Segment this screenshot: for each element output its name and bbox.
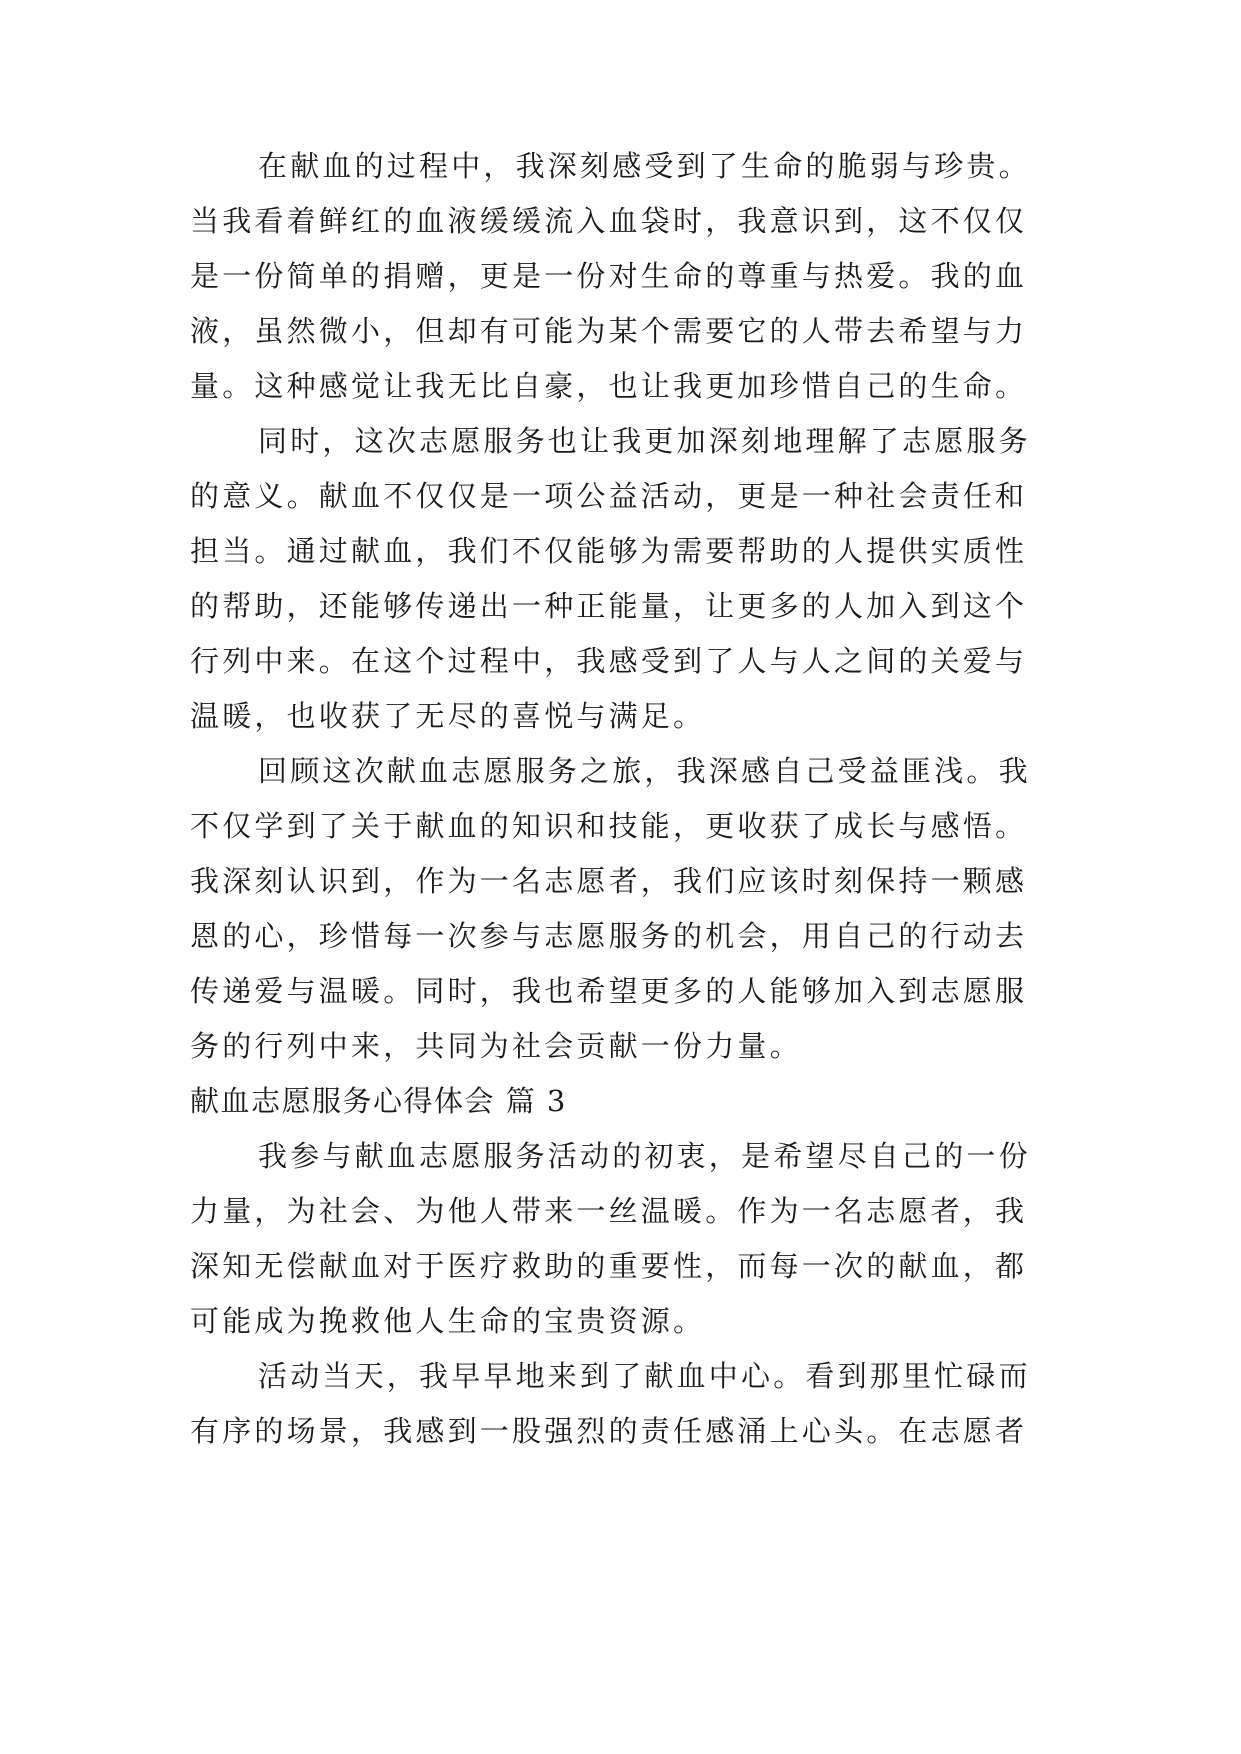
paragraph-line: 不仅学到了关于献血的知识和技能，更收获了成长与感悟。 [190,809,1028,843]
paragraph-line: 回顾这次献血志愿服务之旅，我深感自己受益匪浅。我 [258,754,1031,788]
paragraph-line: 的帮助，还能够传递出一种正能量，让更多的人加入到这个 [190,589,1028,623]
paragraph-line: 有序的场景，我感到一股强烈的责任感涌上心头。在志愿者 [190,1414,1028,1448]
paragraph-line: 行列中来。在这个过程中，我感受到了人与人之间的关爱与 [190,644,1028,678]
paragraph-line: 深知无偿献血对于医疗救助的重要性，而每一次的献血，都 [190,1249,1028,1283]
paragraph-line: 担当。通过献血，我们不仅能够为需要帮助的人提供实质性 [190,534,1028,568]
paragraph-line: 务的行列中来，共同为社会贡献一份力量。 [190,1029,802,1063]
paragraph-line: 的意义。献血不仅仅是一项公益活动，更是一种社会责任和 [190,479,1028,513]
paragraph-line: 我参与献血志愿服务活动的初衷，是希望尽自己的一份 [258,1139,1031,1173]
paragraph-line: 量。这种感觉让我无比自豪，也让我更加珍惜自己的生命。 [190,369,1028,403]
paragraph-line: 同时，这次志愿服务也让我更加深刻地理解了志愿服务 [258,424,1031,458]
paragraph-line: 在献血的过程中，我深刻感受到了生命的脆弱与珍贵。 [258,149,1031,183]
paragraph-line: 是一份简单的捐赠，更是一份对生命的尊重与热爱。我的血 [190,259,1028,293]
paragraph-line: 当我看着鲜红的血液缓缓流入血袋时，我意识到，这不仅仅 [190,204,1028,238]
paragraph-line: 活动当天，我早早地来到了献血中心。看到那里忙碌而 [258,1359,1031,1393]
section-heading: 献血志愿服务心得体会 篇 3 [190,1084,567,1118]
paragraph-line: 我深刻认识到，作为一名志愿者，我们应该时刻保持一颗感 [190,864,1028,898]
paragraph-line: 恩的心，珍惜每一次参与志愿服务的机会，用自己的行动去 [190,919,1028,953]
paragraph-line: 温暖，也收获了无尽的喜悦与满足。 [190,699,706,733]
paragraph-line: 传递爱与温暖。同时，我也希望更多的人能够加入到志愿服 [190,974,1028,1008]
paragraph-line: 可能成为挽救他人生命的宝贵资源。 [190,1304,706,1338]
paragraph-line: 力量，为社会、为他人带来一丝温暖。作为一名志愿者，我 [190,1194,1028,1228]
paragraph-line: 液，虽然微小，但却有可能为某个需要它的人带去希望与力 [190,314,1028,348]
